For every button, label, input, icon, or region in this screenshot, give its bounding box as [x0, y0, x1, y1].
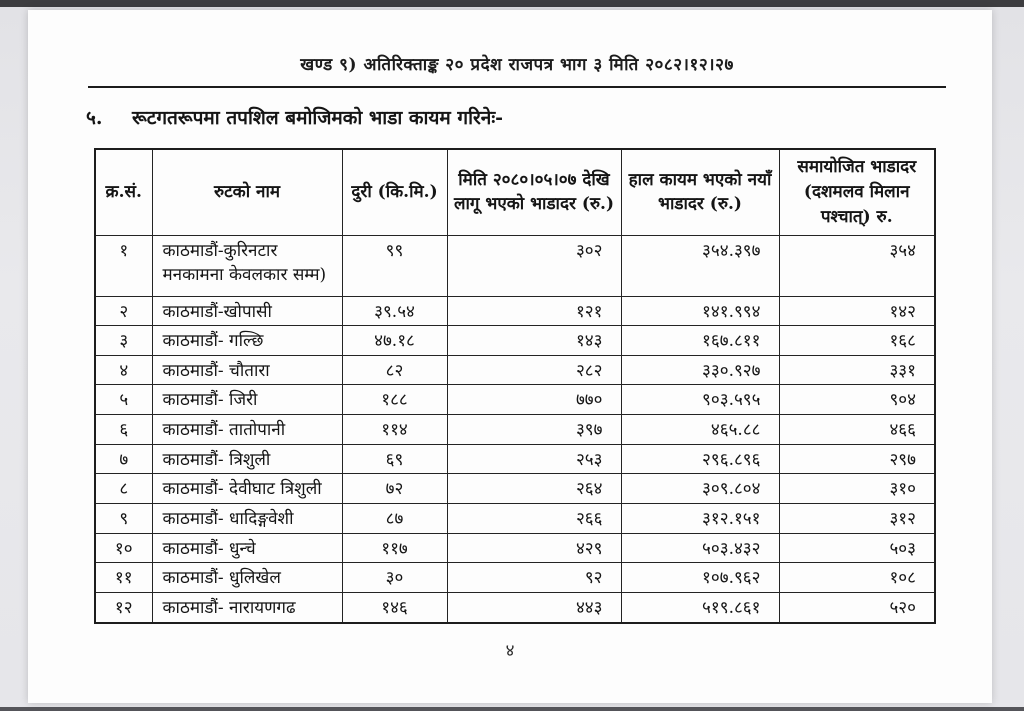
table-cell: ४ [95, 355, 152, 385]
column-header: मिति २०८०।०५।०७ देखि लागू भएको भाडादर (रु.) [447, 149, 621, 235]
table-cell: १०८ [779, 563, 935, 593]
table-cell: काठमाडौं- जिरी [152, 385, 342, 415]
table-cell: १ [95, 235, 152, 296]
table-cell: ३१० [779, 474, 935, 504]
table-cell: ३३०.९२७ [621, 355, 779, 385]
table-header-row [95, 149, 935, 235]
photo-top-edge [0, 0, 1024, 7]
table-cell: ११ [95, 563, 152, 593]
table-row [95, 385, 935, 415]
photo-bottom-edge [0, 707, 1024, 711]
column-header: रुटको नाम [152, 149, 342, 235]
table-row [95, 533, 935, 563]
table-cell: काठमाडौं- धुलिखेल [152, 563, 342, 593]
table-cell: ९०४ [779, 385, 935, 415]
table-row [95, 296, 935, 326]
table-cell: २९७ [779, 444, 935, 474]
table-cell: काठमाडौं- तातोपानी [152, 415, 342, 445]
table-cell: ३३१ [779, 355, 935, 385]
table-cell: १०७.९६२ [621, 563, 779, 593]
table-cell: ९२ [447, 563, 621, 593]
table-cell: काठमाडौं- चौतारा [152, 355, 342, 385]
table-cell: ३५४.३९७ [621, 235, 779, 296]
table-cell: काठमाडौं-कुरिनटार मनकामना केवलकार सम्म) [152, 235, 342, 296]
table-cell: ६ [95, 415, 152, 445]
table-cell: ४७.१८ [342, 326, 447, 356]
table-cell: ३९.५४ [342, 296, 447, 326]
table-cell: ५ [95, 385, 152, 415]
table-cell: ७७० [447, 385, 621, 415]
table-cell: ३ [95, 326, 152, 356]
section-title: रूटगतरूपमा तपशिल बमोजिमको भाडा कायम गरिनेः- [132, 107, 504, 129]
table-row [95, 235, 935, 296]
table-cell: १२१ [447, 296, 621, 326]
table-cell: काठमाडौं- नारायणगढ [152, 592, 342, 622]
table-cell: ९९ [342, 235, 447, 296]
gazette-header-line: खण्ड ९) अतिरिक्ताङ्क २० प्रदेश राजपत्र भाग ३ मिति २०८२।१२।२७ [300, 55, 734, 75]
table-cell: ८७ [342, 503, 447, 533]
table-cell: काठमाडौं- धुन्चे [152, 533, 342, 563]
table-cell: २६६ [447, 503, 621, 533]
table-cell: २५३ [447, 444, 621, 474]
table-cell: १० [95, 533, 152, 563]
table-cell: ५०३ [779, 533, 935, 563]
table-cell: १४३ [447, 326, 621, 356]
header-divider [88, 86, 946, 88]
page-number: ४ [505, 641, 515, 661]
table-cell: ११४ [342, 415, 447, 445]
table-cell: ११७ [342, 533, 447, 563]
table-cell: काठमाडौं- धादिङ्गवेशी [152, 503, 342, 533]
table-cell: ८२ [342, 355, 447, 385]
paper-page [28, 10, 992, 703]
table-cell: काठमाडौं- त्रिशुली [152, 444, 342, 474]
table-cell: ४२९ [447, 533, 621, 563]
table-cell: २६४ [447, 474, 621, 504]
table-cell: २८२ [447, 355, 621, 385]
table-cell: ३०२ [447, 235, 621, 296]
column-header: हाल कायम भएको नयाँ भाडादर (रु.) [621, 149, 779, 235]
table-cell: ३०९.८०४ [621, 474, 779, 504]
table-cell: ४६५.८८ [621, 415, 779, 445]
table-cell: १८८ [342, 385, 447, 415]
table-cell: १४६ [342, 592, 447, 622]
column-header: दुरी (कि.मि.) [342, 149, 447, 235]
table-row [95, 563, 935, 593]
table-cell: ८ [95, 474, 152, 504]
section-number: ५. [86, 107, 103, 129]
table-cell: ३९७ [447, 415, 621, 445]
table-cell: १२ [95, 592, 152, 622]
table-cell: काठमाडौं- देवीघाट त्रिशुली [152, 474, 342, 504]
table-cell: १६७.८११ [621, 326, 779, 356]
table-cell: ३५४ [779, 235, 935, 296]
table-cell: ४४३ [447, 592, 621, 622]
table-row [95, 474, 935, 504]
table-cell: ४६६ [779, 415, 935, 445]
table-row [95, 415, 935, 445]
table-row [95, 355, 935, 385]
table-row [95, 592, 935, 622]
fare-table [94, 148, 936, 624]
table-cell: काठमाडौं-खोपासी [152, 296, 342, 326]
table-cell: १४१.९९४ [621, 296, 779, 326]
table-cell: २९६.८९६ [621, 444, 779, 474]
table-cell: ३० [342, 563, 447, 593]
table-row [95, 444, 935, 474]
table-row [95, 326, 935, 356]
table-cell: ३१२ [779, 503, 935, 533]
table-cell: ५२० [779, 592, 935, 622]
table-cell: ५१९.८६१ [621, 592, 779, 622]
table-cell: ७ [95, 444, 152, 474]
table-cell: काठमाडौं- गल्छि [152, 326, 342, 356]
table-cell: १४२ [779, 296, 935, 326]
table-cell: ६९ [342, 444, 447, 474]
column-header: क्र.सं. [95, 149, 152, 235]
table-cell: ९०३.५९५ [621, 385, 779, 415]
table-cell: ७२ [342, 474, 447, 504]
table-cell: २ [95, 296, 152, 326]
table-cell: ९ [95, 503, 152, 533]
table-cell: ५०३.४३२ [621, 533, 779, 563]
table-row [95, 503, 935, 533]
column-header: समायोजित भाडादर (दशमलव मिलान पश्चात्) रु. [779, 149, 935, 235]
table-cell: १६८ [779, 326, 935, 356]
table-cell: ३१२.१५१ [621, 503, 779, 533]
section-heading [86, 104, 946, 130]
